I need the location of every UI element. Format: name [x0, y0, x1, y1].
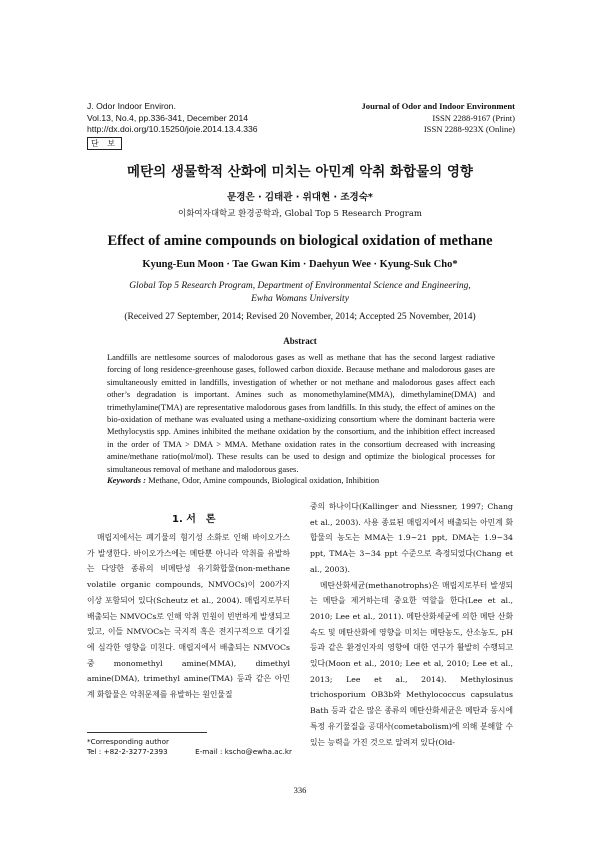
- paragraph: 중의 하나이다(Kallinger and Niessner, 1997; Chang et al., 2003). 사용 종료된 매립지에서 배출되는 아민계 화합물의 농도는 MMA는 1.9~21 ppt, DMA는 1.9~34 ppt, TMA는 3~34 ppt 수준으로 측정되었다(Chang et al., 2003).: [310, 502, 513, 574]
- received-dates: (Received 27 September, 2014; Revised 20 November, 2014; Accepted 25 November, 2014): [124, 312, 476, 322]
- korean-affiliation: 이화여자대학교 환경공학과, Global Top 5 Research Program: [178, 209, 422, 219]
- english-affiliation: [0, 280, 600, 306]
- journal-name: Journal of Odor and Indoor Environment: [361, 101, 515, 111]
- affiliation-line-1: Global Top 5 Research Program, Department of Environmental Science and Engineering,: [129, 281, 471, 291]
- abstract-text: Landfills are nettlesome sources of malodorous gases as well as methane that has the second largest radiative forcing of long residence-greenhouse gases, followed carbon dioxide. Because methane and malodorous gases are simultaneously emitted in landfills, investigation of whether or not methane and malodorous gases affect each other’s degradation is important. Amines such as monomethylamine(MMA), dimethylamine(DMA) and trimethylamine(TMA) are representative malodorous gases from landfills. In this study, the effect of amines on the bio-oxidation of methane was evaluated using a methane-oxidizing consortium where the dominant bacteria were Methylocystis spp. Amines inhibited the methane oxidation by the consortium, and the inhibition effect increased in the order of TMA > DMA > MMA. Methane oxidation rates in the consortium decreased with increasing amine/methane ratio(mol/mol). These results can be used to design and optimize the biological processes for simultaneous removal of methane and malodorous gases.: [107, 353, 495, 474]
- english-title: Effect of amine compounds on biological oxidation of methane: [107, 233, 493, 249]
- paragraph: 메탄산화세균(methanotrophs)은 매립지로부터 발생되는 메탄을 제거하는데 중요한 역할을 한다(Lee et al., 2010; Lee et al., 2011). 메탄산화세균에 의한 메탄 산화속도 및 메탄산화에 영향을 미치는 메탄농도, 산소농도, pH 등과 같은 환경인자의 영향에 대한 연구가 활발히 수행되고 있다(Moon et al., 2010; Lee et al, 2010; Lee et al., 2013; Lee et al., 2014). Methylosinus trichosporium OB3b와 Methylococcus capsulatus Bath 등과 같은 많은 종류의 메탄산화세균은 메탄과 동시에 특정 유기물질을 공대사(cometabolism)에 의해 분해할 수 있는 능력을 가진 것으로 알려져 있다(Old-: [310, 580, 513, 747]
- keywords: [107, 475, 507, 485]
- footnote-divider: [87, 732, 207, 733]
- left-column: [87, 530, 290, 703]
- corresponding-author-label: *Corresponding author: [87, 737, 169, 746]
- volume-info: Vol.13, No.4, pp.336-341, December 2014: [87, 112, 249, 123]
- korean-title: 메탄의 생물학적 산화에 미치는 아민계 악취 화합물의 영향: [127, 164, 473, 180]
- section-heading: 1. 서 론: [172, 514, 216, 525]
- article-type-badge: 단 보: [87, 137, 122, 150]
- doi-link[interactable]: http://dx.doi.org/10.15250/joie.2014.13.4.336: [87, 124, 258, 134]
- page-number: 336: [293, 785, 307, 795]
- journal-abbrev: J. Odor Indoor Environ.: [87, 101, 176, 111]
- issn-online: ISSN 2288-923X (Online): [423, 124, 515, 134]
- footnote: [87, 737, 292, 757]
- issn-print: ISSN 2288-9167 (Print): [432, 112, 515, 123]
- english-authors: Kyung-Eun Moon · Tae Gwan Kim · Daehyun Wee · Kyung-Suk Cho*: [142, 259, 458, 270]
- paragraph: 매립지에서는 폐기물의 혐기성 소화로 인해 바이오가스가 발생한다. 바이오가스에는 메탄뿐 아니라 악취를 유발하는 다양한 종류의 비메탄성 유기화합물(non-methane volatile organic compounds, NMVOCs)이 200가지 이상 포함되어 있다(Scheutz et al., 2004). 매립지로부터 배출되는 NMVOCs로 인해 악취 민원이 빈번하게 발생되고 있고, 이들 NMVOCs는 국지적 혹은 전지구적으로 대기질에 심각한 영향을 미친다. 매립지에서 배출되는 NMVOCs 중 monomethyl amine(MMA), dimethyl amine(DMA), trimethyl amine(TMA) 등과 같은 아민계 화합물은 악취문제를 유발하는 원인물질: [87, 533, 290, 700]
- corresponding-email[interactable]: E-mail : kscho@ewha.ac.kr: [195, 747, 292, 756]
- abstract-heading: Abstract: [283, 336, 317, 346]
- corresponding-phone: Tel : +82-2-3277-2393: [87, 747, 168, 756]
- journal-issn-block: [361, 101, 515, 136]
- affiliation-line-2: Ewha Womans University: [251, 294, 349, 304]
- right-column: [310, 499, 513, 750]
- keywords-label: Keywords :: [107, 475, 146, 485]
- journal-citation: [87, 101, 258, 136]
- korean-authors: 문경은 · 김태관 · 위대현 · 조경숙*: [227, 192, 373, 203]
- keywords-list: Methane, Odor, Amine compounds, Biological oxidation, Inhibition: [148, 475, 380, 485]
